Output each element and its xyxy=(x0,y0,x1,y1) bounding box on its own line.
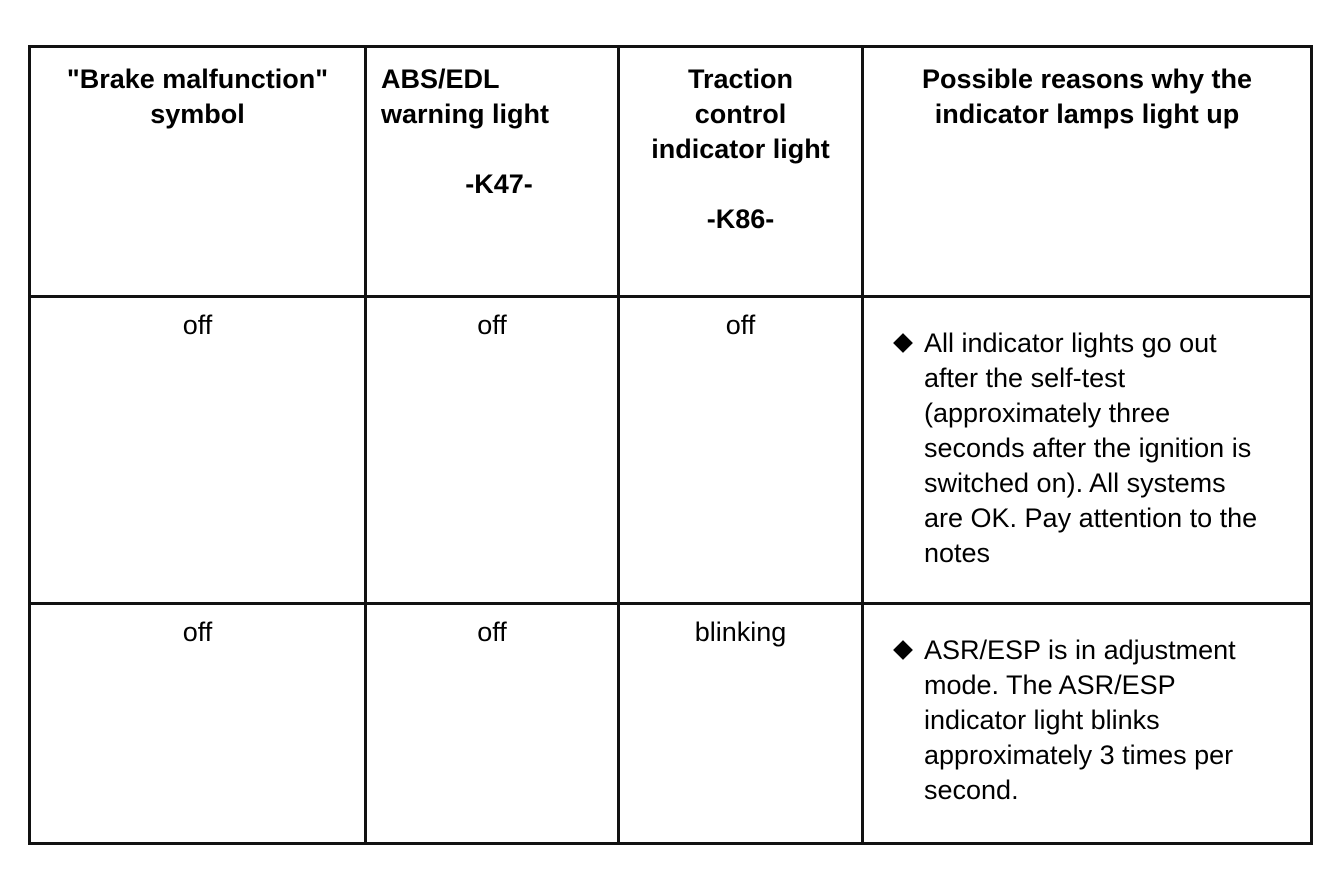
header-line: symbol xyxy=(150,99,245,129)
header-traction-control xyxy=(619,47,863,297)
diamond-bullet-icon xyxy=(893,333,913,353)
reason-line: are OK. Pay attention to the xyxy=(924,503,1258,533)
abs-edl-state: off xyxy=(366,604,619,844)
table-header-row xyxy=(30,47,1312,297)
header-line: "Brake malfunction" xyxy=(66,64,329,94)
table-row xyxy=(30,604,1312,844)
reason-line: switched on). All systems xyxy=(924,468,1226,498)
brake-symbol-state: off xyxy=(30,297,366,604)
reason-line: second. xyxy=(924,775,1019,805)
header-line: indicator light xyxy=(651,134,830,164)
reason-cell xyxy=(863,604,1312,844)
header-possible-reasons xyxy=(863,47,1312,297)
header-line: warning light xyxy=(381,99,549,129)
reason-cell xyxy=(863,297,1312,604)
header-abs-edl xyxy=(366,47,619,297)
reason-line: approximately 3 times per xyxy=(924,740,1234,770)
traction-state: off xyxy=(619,297,863,604)
reason-line: after the self-test xyxy=(924,363,1126,393)
reason-line: (approximately three xyxy=(924,398,1171,428)
header-brake-malfunction xyxy=(30,47,366,297)
reason-line: indicator light blinks xyxy=(924,705,1160,735)
header-code-k86: -K86- xyxy=(706,204,775,234)
brake-symbol-state: off xyxy=(30,604,366,844)
header-line: Possible reasons why the xyxy=(921,64,1253,94)
traction-state: blinking xyxy=(619,604,863,844)
reason-bullet-item xyxy=(864,326,1310,571)
reason-line: seconds after the ignition is xyxy=(924,433,1252,463)
header-code-k47: -K47- xyxy=(465,169,533,199)
reason-bullet-item xyxy=(864,633,1310,808)
header-line: indicator lamps light up xyxy=(934,99,1240,129)
reason-line: ASR/ESP is in adjustment xyxy=(924,635,1236,665)
table-row xyxy=(30,297,1312,604)
indicator-lamps-table xyxy=(28,45,1313,845)
header-line: control xyxy=(694,99,787,129)
reason-line: All indicator lights go out xyxy=(924,328,1217,358)
header-line: Traction xyxy=(687,64,794,94)
header-line: ABS/EDL xyxy=(381,64,500,94)
reason-line: notes xyxy=(924,538,991,568)
diamond-bullet-icon xyxy=(893,640,913,660)
reason-line: mode. The ASR/ESP xyxy=(924,670,1176,700)
abs-edl-state: off xyxy=(366,297,619,604)
